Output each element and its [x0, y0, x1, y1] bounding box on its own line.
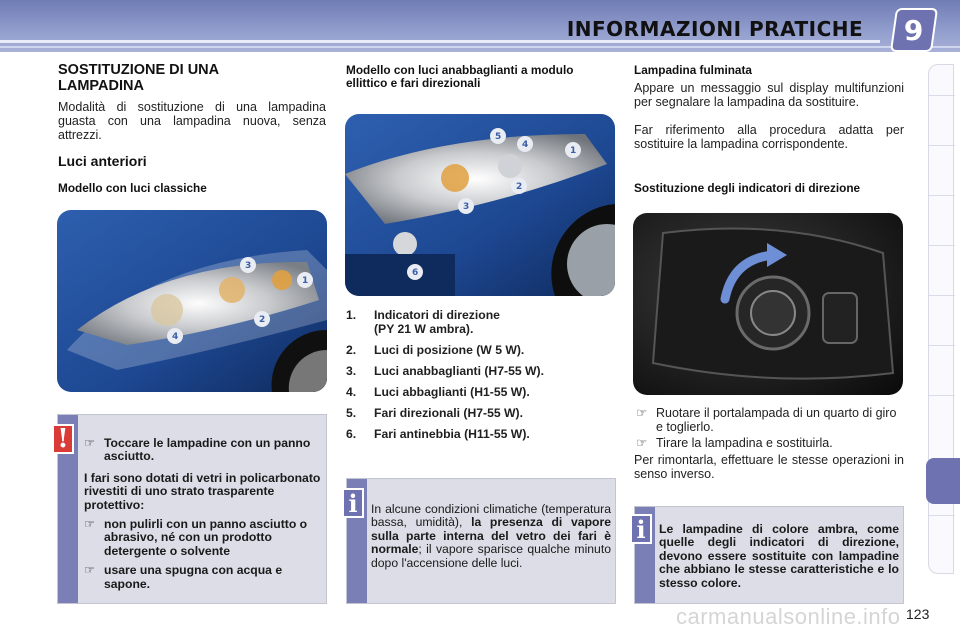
photo2-label-4: 4: [522, 140, 529, 150]
active-chapter-tab[interactable]: [926, 458, 960, 504]
classic-model-heading: Modello con luci classiche: [58, 181, 207, 195]
intro-text: Modalità di sostituzione di una lampadina guasta con una lampadina nuova, senza attrezzi.: [58, 100, 326, 142]
warning-box: [57, 414, 327, 604]
info-icon: i: [630, 514, 652, 544]
procedure-text: Far riferimento alla procedura adatta per sostituire la lampadina corrispondente.: [634, 123, 904, 151]
tab-divider: [929, 145, 955, 146]
photo2-label-2: 2: [516, 182, 523, 192]
headlight-photo-classic: [57, 210, 327, 392]
list-item: 2. Luci di posizione (W 5 W).: [346, 343, 525, 357]
info-icon: i: [342, 488, 364, 518]
info-box-amber-text: Le lampadine di colore ambra, come quelle degli indicatori di direzione, devono essere sostituite con lampadine che abbiano le stesse caratteristiche e lo stesso colore.: [659, 522, 899, 590]
photo1-label-4: 4: [172, 332, 179, 342]
tab-divider: [929, 245, 955, 246]
burnt-bulb-text: Appare un messaggio sul display multifunzioni per segnalare la lampadina da sostituire.: [634, 81, 904, 109]
tab-divider: [929, 195, 955, 196]
tab-divider: [929, 515, 955, 516]
tab-divider: [929, 395, 955, 396]
bullet-rotate-text: Ruotare il portalampada di un quarto di giro e toglierlo.: [656, 406, 897, 434]
photo1-label-1: 1: [302, 276, 309, 286]
info-box-amber: [634, 506, 904, 604]
elliptic-model-heading: Modello con luci anabbaglianti a modulo ellittico e fari direzionali: [346, 63, 574, 90]
pointer-icon: ☞: [84, 563, 95, 578]
photo2-label-5: 5: [495, 132, 502, 142]
tab-divider: [929, 345, 955, 346]
warning-item-1: Toccare le lampadine con un panno asciutto.: [104, 436, 311, 464]
photo1-label-3: 3: [245, 261, 252, 271]
indicator-bulb-photo: [633, 213, 903, 395]
bullet-replace: [636, 436, 906, 450]
chapter-title: INFORMAZIONI PRATICHE: [566, 17, 864, 41]
header-stripe-lower: [0, 46, 960, 48]
pointer-icon: ☞: [84, 517, 95, 532]
watermark: carmanualsonline.info: [676, 604, 901, 629]
tab-divider: [929, 95, 955, 96]
warning-item-2: non pulirli con un panno asciutto o abrasivo, né con un prodotto detergente o solvente: [104, 517, 308, 558]
warning-item-3: usare una spugna con acqua e sapone.: [104, 563, 283, 591]
tab-divider: [929, 295, 955, 296]
info-box-condensation: [346, 478, 616, 604]
info-text-b: la presenza di vapore sulla parte interna del vetro dei fari è normale: [371, 515, 611, 557]
pointer-icon: ☞: [636, 436, 648, 450]
pointer-icon: ☞: [84, 436, 95, 450]
headlight-photo-elliptic: [345, 114, 615, 296]
section-title: SOSTITUZIONE DI UNA LAMPADINA: [58, 62, 219, 94]
chapter-number-badge: [890, 8, 938, 52]
warning-icon: !: [52, 424, 74, 454]
front-lights-heading: Luci anteriori: [58, 153, 147, 169]
warning-paragraph: I fari sono dotati di vetri in policarbonato rivestiti di uno strato trasparente protettivo:: [84, 470, 321, 512]
info-box-content: [371, 503, 611, 570]
reassembly-text: Per rimontarla, effettuare le stesse operazioni in senso inverso.: [634, 453, 904, 481]
warning-box-content: [84, 437, 322, 591]
photo2-label-1: 1: [570, 146, 577, 156]
burnt-bulb-heading: Lampadina fulminata: [634, 63, 752, 77]
bullet-replace-text: Tirare la lampadina e sostituirla.: [656, 436, 833, 450]
list-item: 5. Fari direzionali (H7-55 W).: [346, 406, 523, 420]
photo1-label-2: 2: [259, 315, 266, 325]
pointer-icon: ☞: [636, 406, 648, 420]
indicator-replacement-heading: Sostituzione degli indicatori di direzione: [634, 181, 861, 195]
chapter-number: 9: [904, 13, 924, 47]
bulb-list: [346, 308, 626, 448]
list-item: 3. Luci anabbaglianti (H7-55 W).: [346, 364, 544, 378]
page-number: 123: [906, 606, 930, 622]
photo2-label-3: 3: [463, 202, 470, 212]
info-text-c: ; il vapore sparisce qualche minuto dopo l'accensione delle luci.: [371, 542, 611, 570]
list-item: 1. Indicatori di direzione (PY 21 W ambra).: [346, 308, 500, 336]
bullet-rotate: [636, 406, 906, 434]
info-text-a: In alcune condizioni climatiche (temperatura bassa, umidità),: [371, 502, 611, 530]
list-item: 6. Fari antinebbia (H11-55 W).: [346, 427, 530, 441]
photo2-label-6: 6: [412, 268, 419, 278]
list-item: 4. Luci abbaglianti (H1-55 W).: [346, 385, 530, 399]
